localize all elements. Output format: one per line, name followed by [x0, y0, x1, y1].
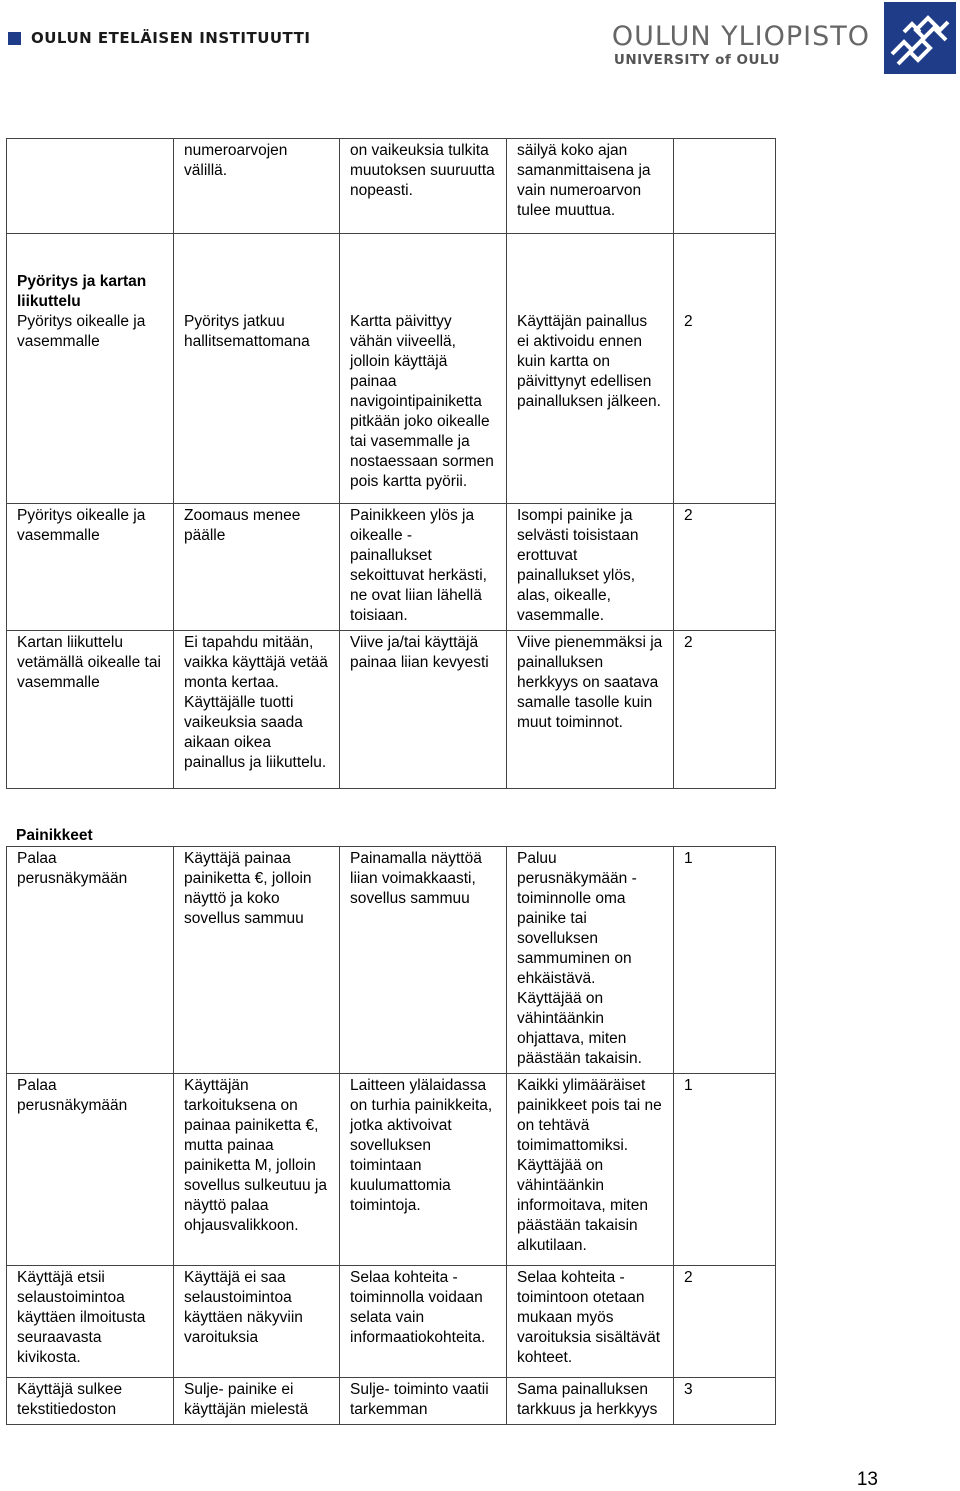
- section-title: Pyöritys ja kartan liikuttelu: [17, 273, 147, 310]
- cell-severity: 2: [674, 234, 776, 504]
- cell-cause: Kartta päivittyy vähän viiveellä, jolloin käyttäjä painaa navigointipainiketta pitkään joko oikealle tai vasemmalle ja nostaessaan sormen pois kartta pyörii.: [340, 234, 507, 504]
- cell-task-text: Pyöritys oikealle ja vasemmalle: [17, 313, 146, 350]
- cell-problem: Ei tapahdu mitään, vaikka käyttäjä vetää monta kertaa. Käyttäjälle tuotti vaikeuksia saada aikaan oikea painallus ja liikuttelu.: [174, 631, 340, 789]
- cell-severity: 1: [674, 1074, 776, 1266]
- findings-table-2: [6, 846, 776, 1425]
- cell-problem: Käyttäjä ei saa selaustoimintoa käyttäen näkyviin varoituksia: [174, 1266, 340, 1378]
- cell-problem: Käyttäjän tarkoituksena on painaa painiketta €, mutta painaa painiketta M, jolloin sovellus sulkeutuu ja näyttö palaa ohjausvalikkoon.: [174, 1074, 340, 1266]
- cell-problem: Zoomaus menee päälle: [174, 504, 340, 631]
- cell-task: [7, 139, 174, 234]
- table-row: [7, 504, 776, 631]
- cell-cause: on vaikeuksia tulkita muutoksen suuruutta nopeasti.: [340, 139, 507, 234]
- cell-solution: säilyä koko ajan samanmittaisena ja vain numeroarvon tulee muuttua.: [507, 139, 674, 234]
- cell-severity: 3: [674, 1378, 776, 1425]
- cell-severity: 2: [674, 1266, 776, 1378]
- table-row: [7, 1074, 776, 1266]
- university-logo-text: [612, 22, 870, 68]
- cell-task: Palaa perusnäkymään: [7, 847, 174, 1074]
- cell-problem: Käyttäjä painaa painiketta €, jolloin näyttö ja koko sovellus sammuu: [174, 847, 340, 1074]
- cell-severity: [674, 139, 776, 234]
- university-name-en: UNIVERSITY of OULU: [613, 52, 781, 68]
- cell-task: Käyttäjä etsii selaustoimintoa käyttäen ilmoitusta seuraavasta kivikosta.: [7, 1266, 174, 1378]
- cell-cause: Painamalla näyttöä liian voimakkaasti, sovellus sammuu: [340, 847, 507, 1074]
- table-row: [7, 847, 776, 1074]
- table-row: [7, 1266, 776, 1378]
- section-title-buttons: Painikkeet: [16, 827, 93, 844]
- cell-cause: Viive ja/tai käyttäjä painaa liian kevyesti: [340, 631, 507, 789]
- cell-solution: Paluu perusnäkymään -toiminnolle oma painike tai sovelluksen sammuminen on ehkäistävä. Käyttäjää on vähintäänkin ohjattava, miten päästään takaisin.: [507, 847, 674, 1074]
- table-row: [7, 234, 776, 504]
- cell-solution: Sama painalluksen tarkkuus ja herkkyys: [507, 1378, 674, 1425]
- institute-name: OULUN ETELÄISEN INSTITUUTTI: [31, 29, 311, 47]
- cell-solution: Käyttäjän painallus ei aktivoidu ennen kuin kartta on päivittynyt edellisen painalluksen jälkeen.: [507, 234, 674, 504]
- cell-task: Käyttäjä sulkee tekstitiedoston: [7, 1378, 174, 1425]
- cell-task: Palaa perusnäkymään: [7, 1074, 174, 1266]
- cell-solution: Kaikki ylimääräiset painikkeet pois tai ne on tehtävä toimimattomiksi. Käyttäjää on vähintäänkin informoitava, miten päästään takaisin alkutilaan.: [507, 1074, 674, 1266]
- cell-problem: numeroarvojen välillä.: [174, 139, 340, 234]
- cell-task: Kartan liikuttelu vetämällä oikealle tai vasemmalle: [7, 631, 174, 789]
- cell-task: [7, 234, 174, 504]
- cell-problem: Sulje- painike ei käyttäjän mielestä: [174, 1378, 340, 1425]
- cell-cause: Sulje- toiminto vaatii tarkemman: [340, 1378, 507, 1425]
- cell-cause: Laitteen ylälaidassa on turhia painikkeita, jotka aktivoivat sovelluksen toimintaan kuulumattomia toimintoja.: [340, 1074, 507, 1266]
- table-row: [7, 1378, 776, 1425]
- table-row: [7, 139, 776, 234]
- cell-solution: Selaa kohteita - toimintoon otetaan mukaan myös varoituksia sisältävät kohteet.: [507, 1266, 674, 1378]
- institute-header: [8, 28, 310, 48]
- cell-problem: Pyöritys jatkuu hallitsemattomana: [174, 234, 340, 504]
- table-row: [7, 631, 776, 789]
- findings-table-1: [6, 138, 776, 789]
- cell-solution: Isompi painike ja selvästi toisistaan erottuvat painallukset ylös, alas, oikealle, vasemmalle.: [507, 504, 674, 631]
- institute-logo-square: [8, 32, 21, 45]
- cell-severity: 1: [674, 847, 776, 1074]
- page-number: 13: [856, 1469, 878, 1490]
- university-name-fi: OULUN YLIOPISTO: [611, 21, 870, 52]
- university-emblem-icon: [884, 2, 956, 74]
- cell-severity: 2: [674, 631, 776, 789]
- cell-task: Pyöritys oikealle ja vasemmalle: [7, 504, 174, 631]
- cell-severity: 2: [674, 504, 776, 631]
- cell-cause: Selaa kohteita - toiminnolla voidaan selata vain informaatiokohteita.: [340, 1266, 507, 1378]
- cell-solution: Viive pienemmäksi ja painalluksen herkkyys on saatava samalle tasolle kuin muut toiminnot.: [507, 631, 674, 789]
- cell-cause: Painikkeen ylös ja oikealle - painallukset sekoittuvat herkästi, ne ovat liian lähellä toisiaan.: [340, 504, 507, 631]
